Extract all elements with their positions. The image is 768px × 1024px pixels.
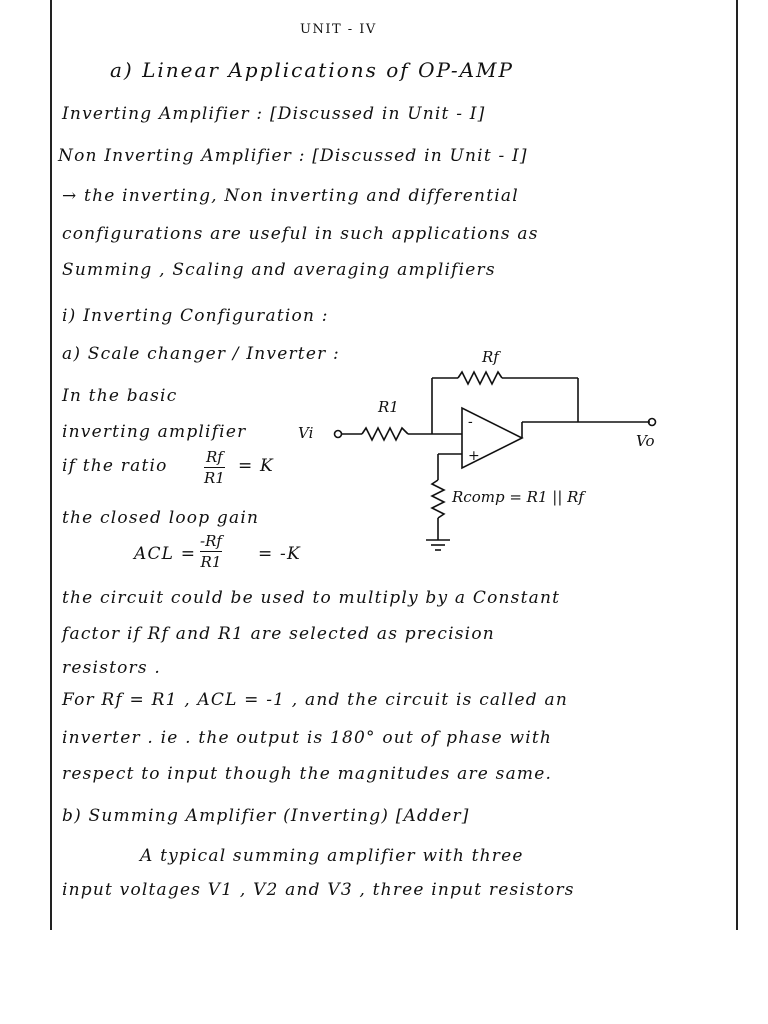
- text-line: A typical summing amplifier with three: [140, 846, 524, 866]
- text-line: factor if Rf and R1 are selected as precision: [62, 624, 495, 644]
- text-line: inverting amplifier: [62, 422, 247, 442]
- vo-label: Vo: [636, 432, 655, 450]
- text-line: In the basic: [62, 386, 178, 406]
- r1-resistor: [362, 428, 408, 440]
- text-line: → the inverting, Non inverting and differential: [62, 186, 519, 206]
- text-line: configurations are useful in such applications as: [62, 224, 539, 244]
- left-margin-line: [50, 0, 52, 930]
- fraction-bar: [204, 467, 225, 468]
- rcomp-label: Rcomp = R1 || Rf: [452, 488, 584, 506]
- fraction-bar: [200, 551, 222, 552]
- fraction-numerator: -Rf: [200, 532, 222, 550]
- text-line: resistors .: [62, 658, 161, 678]
- text-line: For Rf = R1 , ACL = -1 , and the circuit is called an: [62, 690, 568, 710]
- subsection-heading: a) Scale changer / Inverter :: [62, 344, 340, 364]
- plus-sign: +: [468, 448, 480, 464]
- fraction-denominator: R1: [204, 469, 225, 487]
- rf-resistor: [458, 372, 502, 384]
- right-margin-line: [736, 0, 738, 930]
- text-line: the closed loop gain: [62, 508, 260, 528]
- gain-label: ACL =: [134, 544, 197, 564]
- gain-fraction: [200, 532, 222, 571]
- fraction-numerator: Rf: [205, 448, 223, 466]
- ratio-fraction: [204, 448, 225, 487]
- section-heading: i) Inverting Configuration :: [62, 306, 329, 326]
- section-heading: b) Summing Amplifier (Inverting) [Adder]: [62, 806, 470, 826]
- rcomp-resistor: [432, 480, 444, 518]
- page-title: a) Linear Applications of OP-AMP: [110, 58, 514, 82]
- text-line: input voltages V1 , V2 and V3 , three input resistors: [62, 880, 575, 900]
- rf-label: Rf: [482, 348, 499, 366]
- text-line: Non Inverting Amplifier : [Discussed in Unit - I]: [58, 146, 528, 166]
- minus-sign: -: [468, 414, 473, 430]
- unit-heading: UNIT - IV: [300, 22, 377, 37]
- vi-label: Vi: [298, 424, 314, 442]
- text-line: = -K: [258, 544, 301, 564]
- text-line: respect to input though the magnitudes are same.: [62, 764, 553, 784]
- r1-label: R1: [378, 398, 399, 416]
- vi-terminal: [335, 431, 342, 438]
- fraction-denominator: R1: [200, 553, 222, 571]
- inverting-amplifier-circuit: [290, 340, 730, 570]
- text-line: if the ratio: [62, 456, 168, 476]
- text-line: the circuit could be used to multiply by a Constant: [62, 588, 561, 608]
- text-line: Inverting Amplifier : [Discussed in Unit - I]: [62, 104, 486, 124]
- text-line: inverter . ie . the output is 180° out of phase with: [62, 728, 553, 748]
- text-line: Summing , Scaling and averaging amplifiers: [62, 260, 496, 280]
- text-line: = K: [238, 456, 274, 476]
